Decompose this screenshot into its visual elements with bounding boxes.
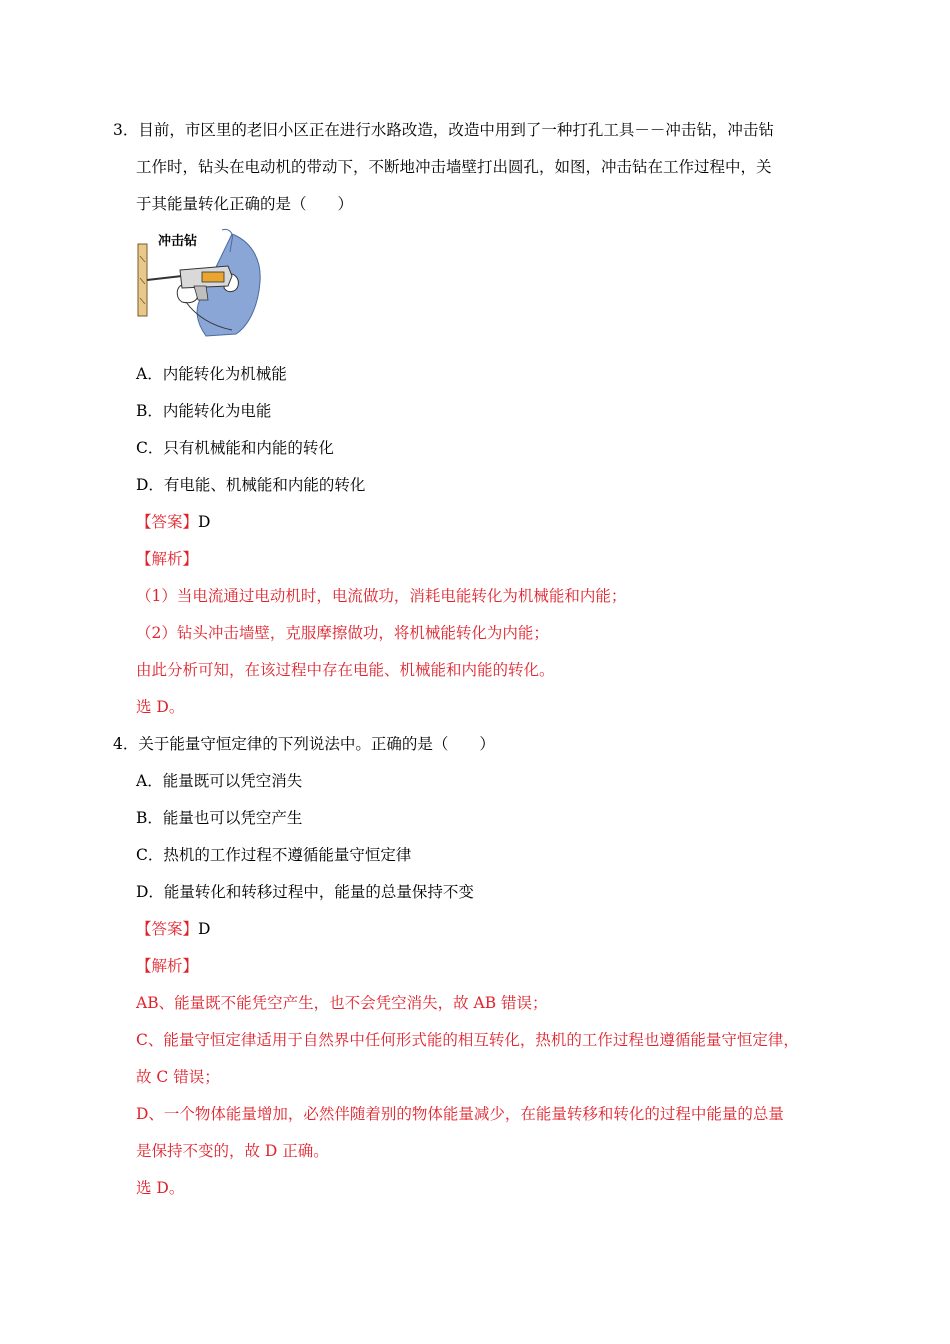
impact-drill-figure <box>136 226 272 340</box>
q3-stem-line-2: 工作时，钻头在电动机的带动下，不断地冲击墙壁打出圆孔，如图，冲击钻在工作过程中，关 <box>136 158 772 176</box>
q3-analysis-label: 【解析】 <box>136 550 199 568</box>
q4-analysis-line-3: 故 C 错误； <box>136 1068 220 1086</box>
q3-analysis-line-3: 由此分析可知，在该过程中存在电能、机械能和内能的转化。 <box>136 661 555 679</box>
q3-option-b: B．内能转化为电能 <box>136 402 272 420</box>
q4-analysis-line-2: C、能量守恒定律适用于自然界中任何形式能的相互转化，热机的工作过程也遵循能量守恒定律， <box>136 1031 799 1049</box>
q3-option-a: A．内能转化为机械能 <box>136 365 287 383</box>
q4-option-c: C．热机的工作过程不遵循能量守恒定律 <box>136 846 412 864</box>
q4-analysis-label: 【解析】 <box>136 957 199 975</box>
q4-analysis-line-1: AB、能量既不能凭空产生，也不会凭空消失，故 AB 错误； <box>136 994 548 1012</box>
figure-label: 冲击钻 <box>158 234 198 249</box>
q4-option-a: A．能量既可以凭空消失 <box>136 772 303 790</box>
impact-drill-illustration <box>136 226 272 340</box>
q3-option-c: C．只有机械能和内能的转化 <box>136 439 334 457</box>
q4-option-b: B．能量也可以凭空产生 <box>136 809 303 827</box>
q3-option-d: D．有电能、机械能和内能的转化 <box>136 476 366 494</box>
q3-answer-label: 【答案】 <box>136 513 199 531</box>
q3-answer <box>136 512 210 532</box>
q4-stem: 4．关于能量守恒定律的下列说法中。正确的是（ ） <box>113 735 495 753</box>
q4-answer <box>136 919 210 939</box>
q4-analysis-line-4: D、一个物体能量增加，必然伴随着别的物体能量减少，在能量转移和转化的过程中能量的总量 <box>136 1105 784 1123</box>
q4-option-d: D．能量转化和转移过程中，能量的总量保持不变 <box>136 883 474 901</box>
q4-answer-label: 【答案】 <box>136 920 199 938</box>
q4-analysis-line-6: 选 D。 <box>136 1179 185 1197</box>
q4-analysis-line-5: 是保持不变的，故 D 正确。 <box>136 1142 329 1160</box>
q3-stem-line-1: 3．目前，市区里的老旧小区正在进行水路改造，改造中用到了一种打孔工具－－冲击钻，冲击钻 <box>113 121 774 139</box>
q3-analysis-line-4: 选 D。 <box>136 698 185 716</box>
q3-analysis-line-2: （2）钻头冲击墙壁，克服摩擦做功，将机械能转化为内能； <box>136 624 549 642</box>
q3-answer-value: D <box>198 513 211 531</box>
q4-answer-value: D <box>198 920 211 938</box>
q3-analysis-line-1: （1）当电流通过电动机时，电流做功，消耗电能转化为机械能和内能； <box>136 587 627 605</box>
q3-stem-line-3: 于其能量转化正确的是（ ） <box>136 195 354 213</box>
